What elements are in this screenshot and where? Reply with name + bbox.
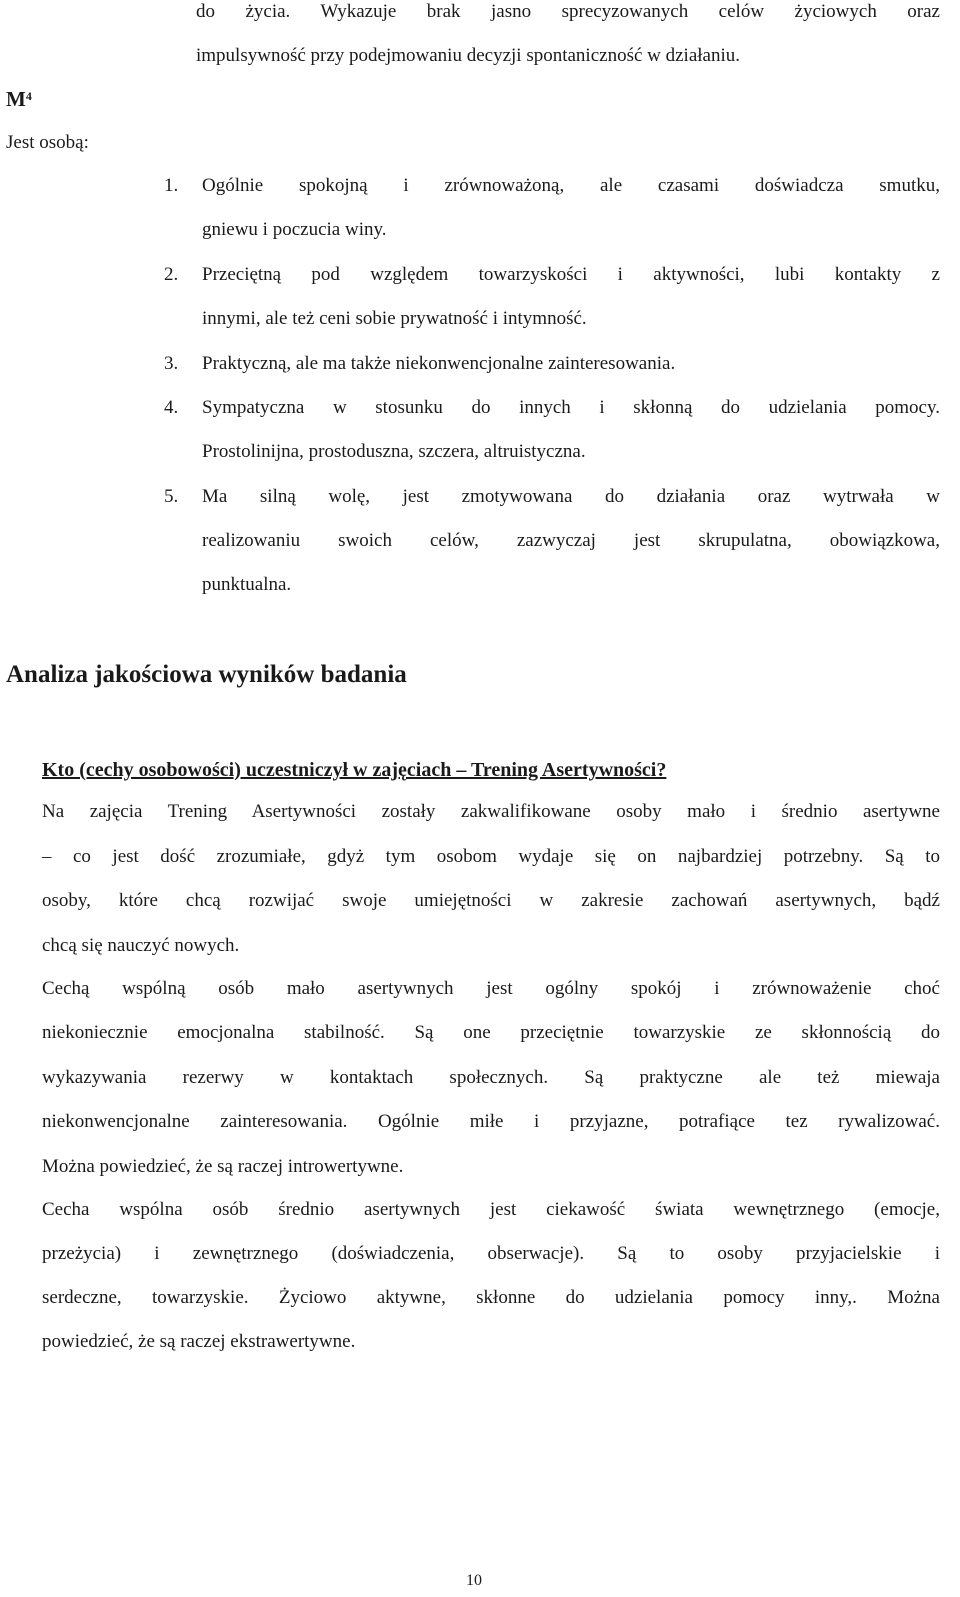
intro-line-1: do życia. Wykazuje brak jasno sprecyzowanych celów życiowych oraz xyxy=(196,1,940,22)
trait-number: 5. xyxy=(164,486,179,507)
section-heading: Analiza jakościowa wyników badania xyxy=(6,661,407,688)
trait-line: innymi, ale też ceni sobie prywatność i intymność. xyxy=(202,308,587,329)
trait-line: gniewu i poczucia winy. xyxy=(202,219,387,240)
paragraph-line: – co jest dość zrozumiałe, gdyż tym osobom wydaje się on najbardziej potrzebny. Są to xyxy=(42,846,940,867)
question-subheading: Kto (cechy osobowości) uczestniczył w zajęciach – Trening Asertywności? xyxy=(42,759,667,781)
paragraph-line: przeżycia) i zewnętrznego (doświadczenia, obserwacje). Są to osoby przyjacielskie i xyxy=(42,1243,940,1264)
trait-line: Ma silną wolę, jest zmotywowana do działania oraz wytrwała w xyxy=(202,486,940,507)
paragraph-line: Cechą wspólną osób mało asertywnych jest ogólny spokój i zrównoważenie choć xyxy=(42,978,940,999)
section-label-letter: M xyxy=(6,87,26,111)
paragraph-line: osoby, które chcą rozwijać swoje umiejętności w zakresie zachowań asertywnych, bądź xyxy=(42,890,940,911)
paragraph-line: Cecha wspólna osób średnio asertywnych jest ciekawość świata wewnętrznego (emocje, xyxy=(42,1199,940,1220)
trait-number: 4. xyxy=(164,397,179,418)
section-label-superscript: 4 xyxy=(25,89,32,103)
trait-line: punktualna. xyxy=(202,574,292,595)
trait-line: Prostolinijna, prostoduszna, szczera, altruistyczna. xyxy=(202,441,586,462)
paragraph-line: niekonwencjonalne zainteresowania. Ogólnie miłe i przyjazne, potrafiące tez rywalizować. xyxy=(42,1111,940,1132)
paragraph-line: powiedzieć, że są raczej ekstrawertywne. xyxy=(42,1331,356,1352)
paragraph-line: serdeczne, towarzyskie. Życiowo aktywne, skłonne do udzielania pomocy inny,. Można xyxy=(42,1287,940,1308)
trait-line: Ogólnie spokojną i zrównoważoną, ale czasami doświadcza smutku, xyxy=(202,175,940,196)
trait-line: Praktyczną, ale ma także niekonwencjonalne zainteresowania. xyxy=(202,353,676,374)
trait-number: 1. xyxy=(164,175,179,196)
paragraph-line: Na zajęcia Trening Asertywności zostały zakwalifikowane osoby mało i średnio asertywne xyxy=(42,801,940,822)
paragraph-line: wykazywania rezerwy w kontaktach społecznych. Są praktyczne ale też miewaja xyxy=(42,1067,940,1088)
trait-number: 3. xyxy=(164,353,179,374)
page-number: 10 xyxy=(466,1572,482,1589)
section-label-m4 xyxy=(6,86,32,112)
paragraph-line: chcą się nauczyć nowych. xyxy=(42,935,240,956)
paragraph-line: niekoniecznie emocjonalna stabilność. Są one przeciętnie towarzyskie ze skłonnością do xyxy=(42,1022,940,1043)
paragraph-line: Można powiedzieć, że są raczej introwertywne. xyxy=(42,1156,404,1177)
is-person-label: Jest osobą: xyxy=(6,132,89,153)
trait-line: Przeciętną pod względem towarzyskości i aktywności, lubi kontakty z xyxy=(202,264,940,285)
trait-line: realizowaniu swoich celów, zazwyczaj jest skrupulatna, obowiązkowa, xyxy=(202,530,940,551)
trait-number: 2. xyxy=(164,264,179,285)
intro-line-2: impulsywność przy podejmowaniu decyzji spontaniczność w działaniu. xyxy=(196,45,741,66)
trait-line: Sympatyczna w stosunku do innych i skłonną do udzielania pomocy. xyxy=(202,397,940,418)
